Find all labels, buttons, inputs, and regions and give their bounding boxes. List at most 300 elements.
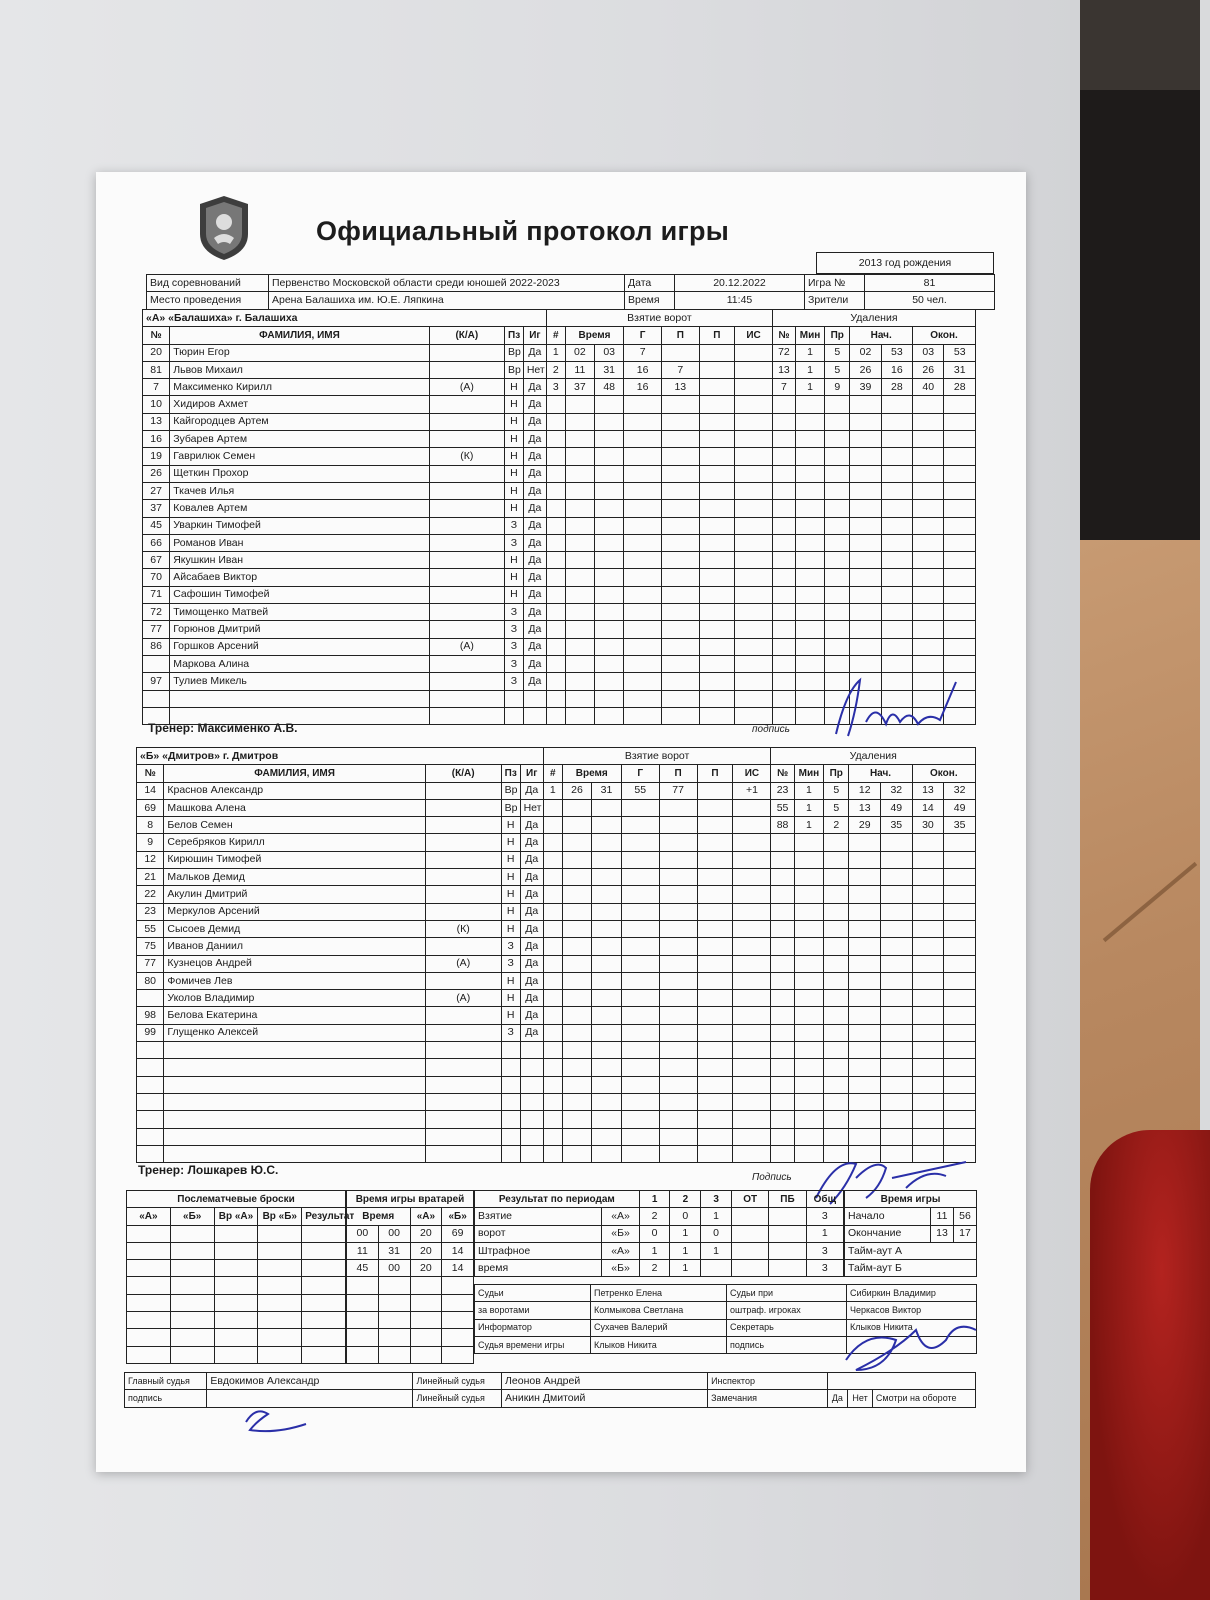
goal-cell xyxy=(697,799,733,816)
penalty-cell xyxy=(913,604,944,621)
player-number: 27 xyxy=(143,482,170,499)
goalie-time-cell: 69 xyxy=(442,1225,474,1242)
table-row xyxy=(143,482,976,499)
player-role xyxy=(425,1111,501,1128)
goal-cell xyxy=(565,465,594,482)
goal-cell xyxy=(697,1042,733,1059)
shootout-cell xyxy=(302,1329,346,1346)
player-played: Да xyxy=(520,782,543,799)
goal-cell xyxy=(546,604,565,621)
goal-cell xyxy=(733,1042,771,1059)
penalty-cell xyxy=(850,655,881,672)
penalty-cell xyxy=(944,1128,976,1145)
player-role xyxy=(425,1007,501,1024)
penalty-cell xyxy=(772,569,795,586)
penalty-cell xyxy=(772,500,795,517)
remarks-label: Замечания xyxy=(708,1390,828,1407)
table-row xyxy=(137,1076,976,1093)
player-number: 8 xyxy=(137,817,164,834)
goal-cell: 16 xyxy=(624,379,662,396)
player-number xyxy=(137,1145,164,1162)
goal-cell xyxy=(546,690,565,707)
team-b-table xyxy=(136,747,976,1163)
player-role: (А) xyxy=(425,990,501,1007)
penalty-cell xyxy=(824,990,849,1007)
penalty-cell xyxy=(944,569,976,586)
player-position: Н xyxy=(505,465,524,482)
goal-cell xyxy=(621,955,659,972)
goal-cell: 13 xyxy=(661,379,699,396)
team-a-coach: Тренер: Максименко А.В. xyxy=(148,721,298,735)
player-role xyxy=(425,886,501,903)
player-number: 21 xyxy=(137,869,164,886)
table-row xyxy=(137,1128,976,1145)
player-played: Да xyxy=(523,552,546,569)
protocol-sheet xyxy=(96,172,1026,1472)
shootout-table xyxy=(126,1190,355,1364)
table-row xyxy=(143,465,976,482)
penalty-cell xyxy=(771,1076,794,1093)
player-played xyxy=(520,1059,543,1076)
table-row xyxy=(137,1111,976,1128)
player-role xyxy=(429,621,504,638)
penalty-cell xyxy=(881,1111,913,1128)
official-penalty-judges-1: Судьи при xyxy=(727,1285,847,1302)
goal-cell xyxy=(735,673,773,690)
goal-cell xyxy=(733,1059,771,1076)
goal-cell xyxy=(659,886,697,903)
period-team: «Б» xyxy=(602,1260,639,1277)
col-pen-reason: Пр xyxy=(825,327,850,344)
goal-cell xyxy=(697,1128,733,1145)
start-minute: 56 xyxy=(954,1208,977,1225)
player-played: Да xyxy=(523,673,546,690)
penalty-cell xyxy=(849,851,881,868)
goal-cell xyxy=(659,817,697,834)
player-played: Да xyxy=(520,1024,543,1041)
player-played: Да xyxy=(520,1007,543,1024)
goal-cell xyxy=(546,413,565,430)
penalty-cell xyxy=(772,517,795,534)
penalty-cell xyxy=(881,990,913,1007)
penalty-cell xyxy=(825,534,850,551)
goal-cell xyxy=(621,1111,659,1128)
goal-cell xyxy=(735,552,773,569)
player-role xyxy=(425,1145,501,1162)
penalty-cell xyxy=(772,586,795,603)
player-played: Да xyxy=(523,379,546,396)
player-position: Н xyxy=(505,396,524,413)
timeout-a-label: Тайм-аут А xyxy=(845,1242,977,1259)
penalty-cell: 02 xyxy=(850,344,881,361)
game-label: Игра № xyxy=(805,275,865,292)
penalty-cell xyxy=(881,482,912,499)
goal-cell xyxy=(565,707,594,724)
col-goal-scorer: Г xyxy=(624,327,662,344)
goal-cell: 7 xyxy=(661,361,699,378)
player-number: 70 xyxy=(143,569,170,586)
penalty-cell xyxy=(824,972,849,989)
period-value xyxy=(731,1260,768,1277)
period-team: «А» xyxy=(602,1242,639,1259)
shootout-cell xyxy=(127,1312,171,1329)
shootout-cell xyxy=(302,1277,346,1294)
goal-cell xyxy=(661,413,699,430)
col-pen-min: Мин xyxy=(795,327,824,344)
col-name: ФАМИЛИЯ, ИМЯ xyxy=(170,327,429,344)
period-value: 1 xyxy=(670,1225,701,1242)
goal-cell xyxy=(592,1042,622,1059)
player-position: Вр xyxy=(501,782,520,799)
goal-cell xyxy=(592,990,622,1007)
goal-cell xyxy=(733,903,771,920)
player-number: 20 xyxy=(143,344,170,361)
player-position: Н xyxy=(505,482,524,499)
player-number: 26 xyxy=(143,465,170,482)
player-played xyxy=(520,1145,543,1162)
penalty-cell xyxy=(881,903,913,920)
penalty-cell xyxy=(795,638,824,655)
player-played: Да xyxy=(520,886,543,903)
penalty-cell xyxy=(825,655,850,672)
goal-cell xyxy=(699,707,735,724)
penalty-cell: 32 xyxy=(944,782,976,799)
penalty-cell xyxy=(771,1007,794,1024)
shootout-col: Вр «Б» xyxy=(258,1208,302,1225)
penalty-cell xyxy=(771,1042,794,1059)
goal-cell xyxy=(697,955,733,972)
referee-name: Евдокимов Александр xyxy=(207,1373,413,1390)
goal-cell xyxy=(699,517,735,534)
goal-cell: 02 xyxy=(565,344,594,361)
period-row-label: Взятие xyxy=(475,1208,602,1225)
period-value xyxy=(769,1208,806,1225)
goal-cell xyxy=(659,1145,697,1162)
goal-cell xyxy=(659,972,697,989)
team-title: «А» «Балашиха» г. Балашиха xyxy=(143,310,547,327)
penalty-cell xyxy=(881,1007,913,1024)
player-name xyxy=(170,690,429,707)
goal-cell xyxy=(543,903,562,920)
spectators-value: 50 чел. xyxy=(865,292,995,309)
shootout-cell xyxy=(258,1312,302,1329)
goal-cell xyxy=(699,361,735,378)
player-name xyxy=(164,1145,425,1162)
penalty-cell xyxy=(944,1007,976,1024)
goal-cell xyxy=(659,1024,697,1041)
penalty-cell xyxy=(881,465,912,482)
goal-cell xyxy=(699,448,735,465)
penalty-cell xyxy=(944,465,976,482)
col-pen-no: № xyxy=(772,327,795,344)
player-played xyxy=(520,1042,543,1059)
goal-cell xyxy=(565,552,594,569)
goal-cell xyxy=(592,834,622,851)
player-number: 13 xyxy=(143,413,170,430)
goal-cell xyxy=(735,500,773,517)
goal-cell xyxy=(659,938,697,955)
goalie-time-col: «А» xyxy=(410,1208,442,1225)
date-label: Дата xyxy=(625,275,675,292)
shootout-cell xyxy=(258,1242,302,1259)
goal-cell xyxy=(565,413,594,430)
table-row xyxy=(143,413,976,430)
player-role xyxy=(425,1128,501,1145)
player-role xyxy=(425,799,501,816)
penalty-cell xyxy=(881,920,913,937)
player-played: Да xyxy=(523,638,546,655)
penalty-cell xyxy=(913,396,944,413)
penalty-cell: 1 xyxy=(795,344,824,361)
penalty-cell: 29 xyxy=(849,817,881,834)
goal-cell xyxy=(546,396,565,413)
player-position: Н xyxy=(501,869,520,886)
penalty-cell: 5 xyxy=(825,344,850,361)
penalty-cell xyxy=(944,517,976,534)
player-role xyxy=(429,431,504,448)
goal-cell xyxy=(697,1024,733,1041)
penalty-cell xyxy=(850,552,881,569)
goal-cell xyxy=(565,500,594,517)
goalie-time-cell: 45 xyxy=(347,1260,379,1277)
goal-cell xyxy=(543,1059,562,1076)
goal-cell xyxy=(735,517,773,534)
goal-cell xyxy=(697,886,733,903)
player-number: 14 xyxy=(137,782,164,799)
penalty-cell xyxy=(849,1128,881,1145)
penalty-cell xyxy=(944,920,976,937)
penalty-cell xyxy=(850,396,881,413)
goalie-time-cell: 14 xyxy=(442,1260,474,1277)
player-played: Да xyxy=(523,586,546,603)
player-name xyxy=(164,1059,425,1076)
goal-cell xyxy=(543,1076,562,1093)
penalty-cell xyxy=(850,500,881,517)
goal-cell xyxy=(697,990,733,1007)
penalty-cell xyxy=(795,552,824,569)
goal-cell xyxy=(595,465,624,482)
penalty-cell xyxy=(771,990,794,1007)
goal-cell xyxy=(562,1059,592,1076)
goal-cell xyxy=(697,972,733,989)
goalie-time-title: Время игры вратарей xyxy=(347,1191,474,1208)
player-played: Да xyxy=(523,344,546,361)
goal-cell: +1 xyxy=(733,782,771,799)
goalie-time-cell: 20 xyxy=(410,1225,442,1242)
goal-cell xyxy=(699,379,735,396)
goal-cell xyxy=(595,413,624,430)
period-value xyxy=(769,1225,806,1242)
player-name: Якушкин Иван xyxy=(170,552,429,569)
penalty-cell xyxy=(772,621,795,638)
penalty-cell xyxy=(913,431,944,448)
col-no: № xyxy=(137,765,164,782)
shootout-cell xyxy=(170,1329,214,1346)
goal-cell xyxy=(546,638,565,655)
penalty-cell: 32 xyxy=(881,782,913,799)
player-number: 19 xyxy=(143,448,170,465)
penalty-cell xyxy=(825,638,850,655)
col-situation: ИС xyxy=(735,327,773,344)
goal-cell xyxy=(697,1145,733,1162)
goal-cell xyxy=(661,396,699,413)
official-informer-label: Информатор xyxy=(475,1319,591,1336)
player-role: (А) xyxy=(429,638,504,655)
shootout-cell xyxy=(170,1312,214,1329)
goal-cell xyxy=(546,621,565,638)
goal-cell xyxy=(621,869,659,886)
goal-cell xyxy=(697,834,733,851)
penalty-cell xyxy=(849,869,881,886)
player-name: Хидиров Ахмет xyxy=(170,396,429,413)
period-row-label: время xyxy=(475,1260,602,1277)
goal-cell xyxy=(565,482,594,499)
penalty-cell xyxy=(944,990,976,1007)
col-pen-end: Окон. xyxy=(913,327,976,344)
penalty-cell xyxy=(772,690,795,707)
goal-cell xyxy=(562,990,592,1007)
goal-cell xyxy=(697,817,733,834)
col-ka: (К/А) xyxy=(425,765,501,782)
player-number: 77 xyxy=(137,955,164,972)
goal-cell xyxy=(562,869,592,886)
penalty-cell xyxy=(772,465,795,482)
official-secretary: Клыков Никита xyxy=(847,1319,977,1336)
period-value xyxy=(731,1242,768,1259)
goal-cell xyxy=(562,938,592,955)
period-value: 2 xyxy=(639,1260,670,1277)
player-role xyxy=(429,344,504,361)
penalty-cell: 72 xyxy=(772,344,795,361)
player-position: З xyxy=(501,1024,520,1041)
penalty-cell: 31 xyxy=(944,361,976,378)
goal-cell xyxy=(621,1024,659,1041)
penalty-cell xyxy=(795,534,824,551)
player-position: З xyxy=(505,534,524,551)
period-value: 1 xyxy=(639,1242,670,1259)
goal-cell xyxy=(565,621,594,638)
goal-cell xyxy=(546,482,565,499)
goal-cell xyxy=(565,638,594,655)
penalty-cell xyxy=(913,465,944,482)
col-pen-start: Нач. xyxy=(849,765,912,782)
goal-cell xyxy=(565,448,594,465)
penalty-cell: 23 xyxy=(771,782,794,799)
goal-cell xyxy=(565,586,594,603)
goal-cell xyxy=(733,1111,771,1128)
player-played: Да xyxy=(520,920,543,937)
periods-table xyxy=(474,1190,844,1277)
player-number: 86 xyxy=(143,638,170,655)
goal-cell xyxy=(697,1093,733,1110)
shootout-cell xyxy=(170,1242,214,1259)
penalty-cell xyxy=(771,1128,794,1145)
background-red-object xyxy=(1090,1130,1210,1600)
period-row-label: Штрафное xyxy=(475,1242,602,1259)
goal-cell xyxy=(699,534,735,551)
shootout-cell xyxy=(214,1277,258,1294)
goal-cell xyxy=(659,869,697,886)
goal-cell xyxy=(543,1093,562,1110)
shootout-cell xyxy=(170,1225,214,1242)
penalty-cell xyxy=(850,482,881,499)
linesman-2: Аникин Дмитоий xyxy=(502,1390,708,1407)
goal-cell xyxy=(562,1111,592,1128)
penalty-cell xyxy=(772,604,795,621)
goal-cell xyxy=(733,1093,771,1110)
player-role xyxy=(425,869,501,886)
penalty-cell xyxy=(944,834,976,851)
goal-cell xyxy=(592,903,622,920)
penalty-cell xyxy=(944,955,976,972)
player-played: Да xyxy=(523,448,546,465)
shootout-title: Послематчевые броски xyxy=(127,1191,346,1208)
goal-cell xyxy=(565,569,594,586)
penalty-cell xyxy=(795,396,824,413)
goal-cell xyxy=(624,396,662,413)
goal-cell xyxy=(624,431,662,448)
goal-cell xyxy=(699,396,735,413)
player-number: 55 xyxy=(137,920,164,937)
official-goal-judges-2: за воротами xyxy=(475,1302,591,1319)
goal-cell xyxy=(735,707,773,724)
penalty-cell xyxy=(771,1093,794,1110)
goal-cell xyxy=(735,448,773,465)
start-hour: 11 xyxy=(931,1208,954,1225)
player-position xyxy=(501,1042,520,1059)
player-position: З xyxy=(505,517,524,534)
col-name: ФАМИЛИЯ, ИМЯ xyxy=(164,765,425,782)
player-name: Краснов Александр xyxy=(164,782,425,799)
penalty-cell xyxy=(912,903,944,920)
player-position xyxy=(505,707,524,724)
goal-cell xyxy=(733,869,771,886)
goal-cell: 1 xyxy=(543,782,562,799)
goal-cell xyxy=(592,1128,622,1145)
goal-cell xyxy=(733,938,771,955)
penalty-cell xyxy=(772,707,795,724)
player-role xyxy=(429,655,504,672)
penalty-cell: 35 xyxy=(881,817,913,834)
player-role: (К) xyxy=(425,920,501,937)
penalty-cell xyxy=(849,1076,881,1093)
venue-label: Место проведения xyxy=(147,292,269,309)
player-position xyxy=(501,1128,520,1145)
player-role xyxy=(429,673,504,690)
penalty-cell xyxy=(912,920,944,937)
player-played: Да xyxy=(523,534,546,551)
player-role xyxy=(429,690,504,707)
goal-cell xyxy=(543,1042,562,1059)
penalty-cell xyxy=(913,586,944,603)
shootout-cell xyxy=(127,1277,171,1294)
player-number: 10 xyxy=(143,396,170,413)
official-penalty-judges-2: оштраф. игроках xyxy=(727,1302,847,1319)
official-timekeeper: Клыков Никита xyxy=(591,1336,727,1353)
penalty-cell xyxy=(771,869,794,886)
goal-cell xyxy=(592,1111,622,1128)
goal-cell xyxy=(659,1042,697,1059)
goal-cell xyxy=(621,920,659,937)
player-played: Да xyxy=(520,972,543,989)
period-value: 1 xyxy=(701,1242,732,1259)
goal-cell xyxy=(661,552,699,569)
penalty-cell xyxy=(824,886,849,903)
goal-cell xyxy=(735,431,773,448)
shootout-cell xyxy=(127,1260,171,1277)
player-name: Иванов Даниил xyxy=(164,938,425,955)
player-role xyxy=(425,851,501,868)
